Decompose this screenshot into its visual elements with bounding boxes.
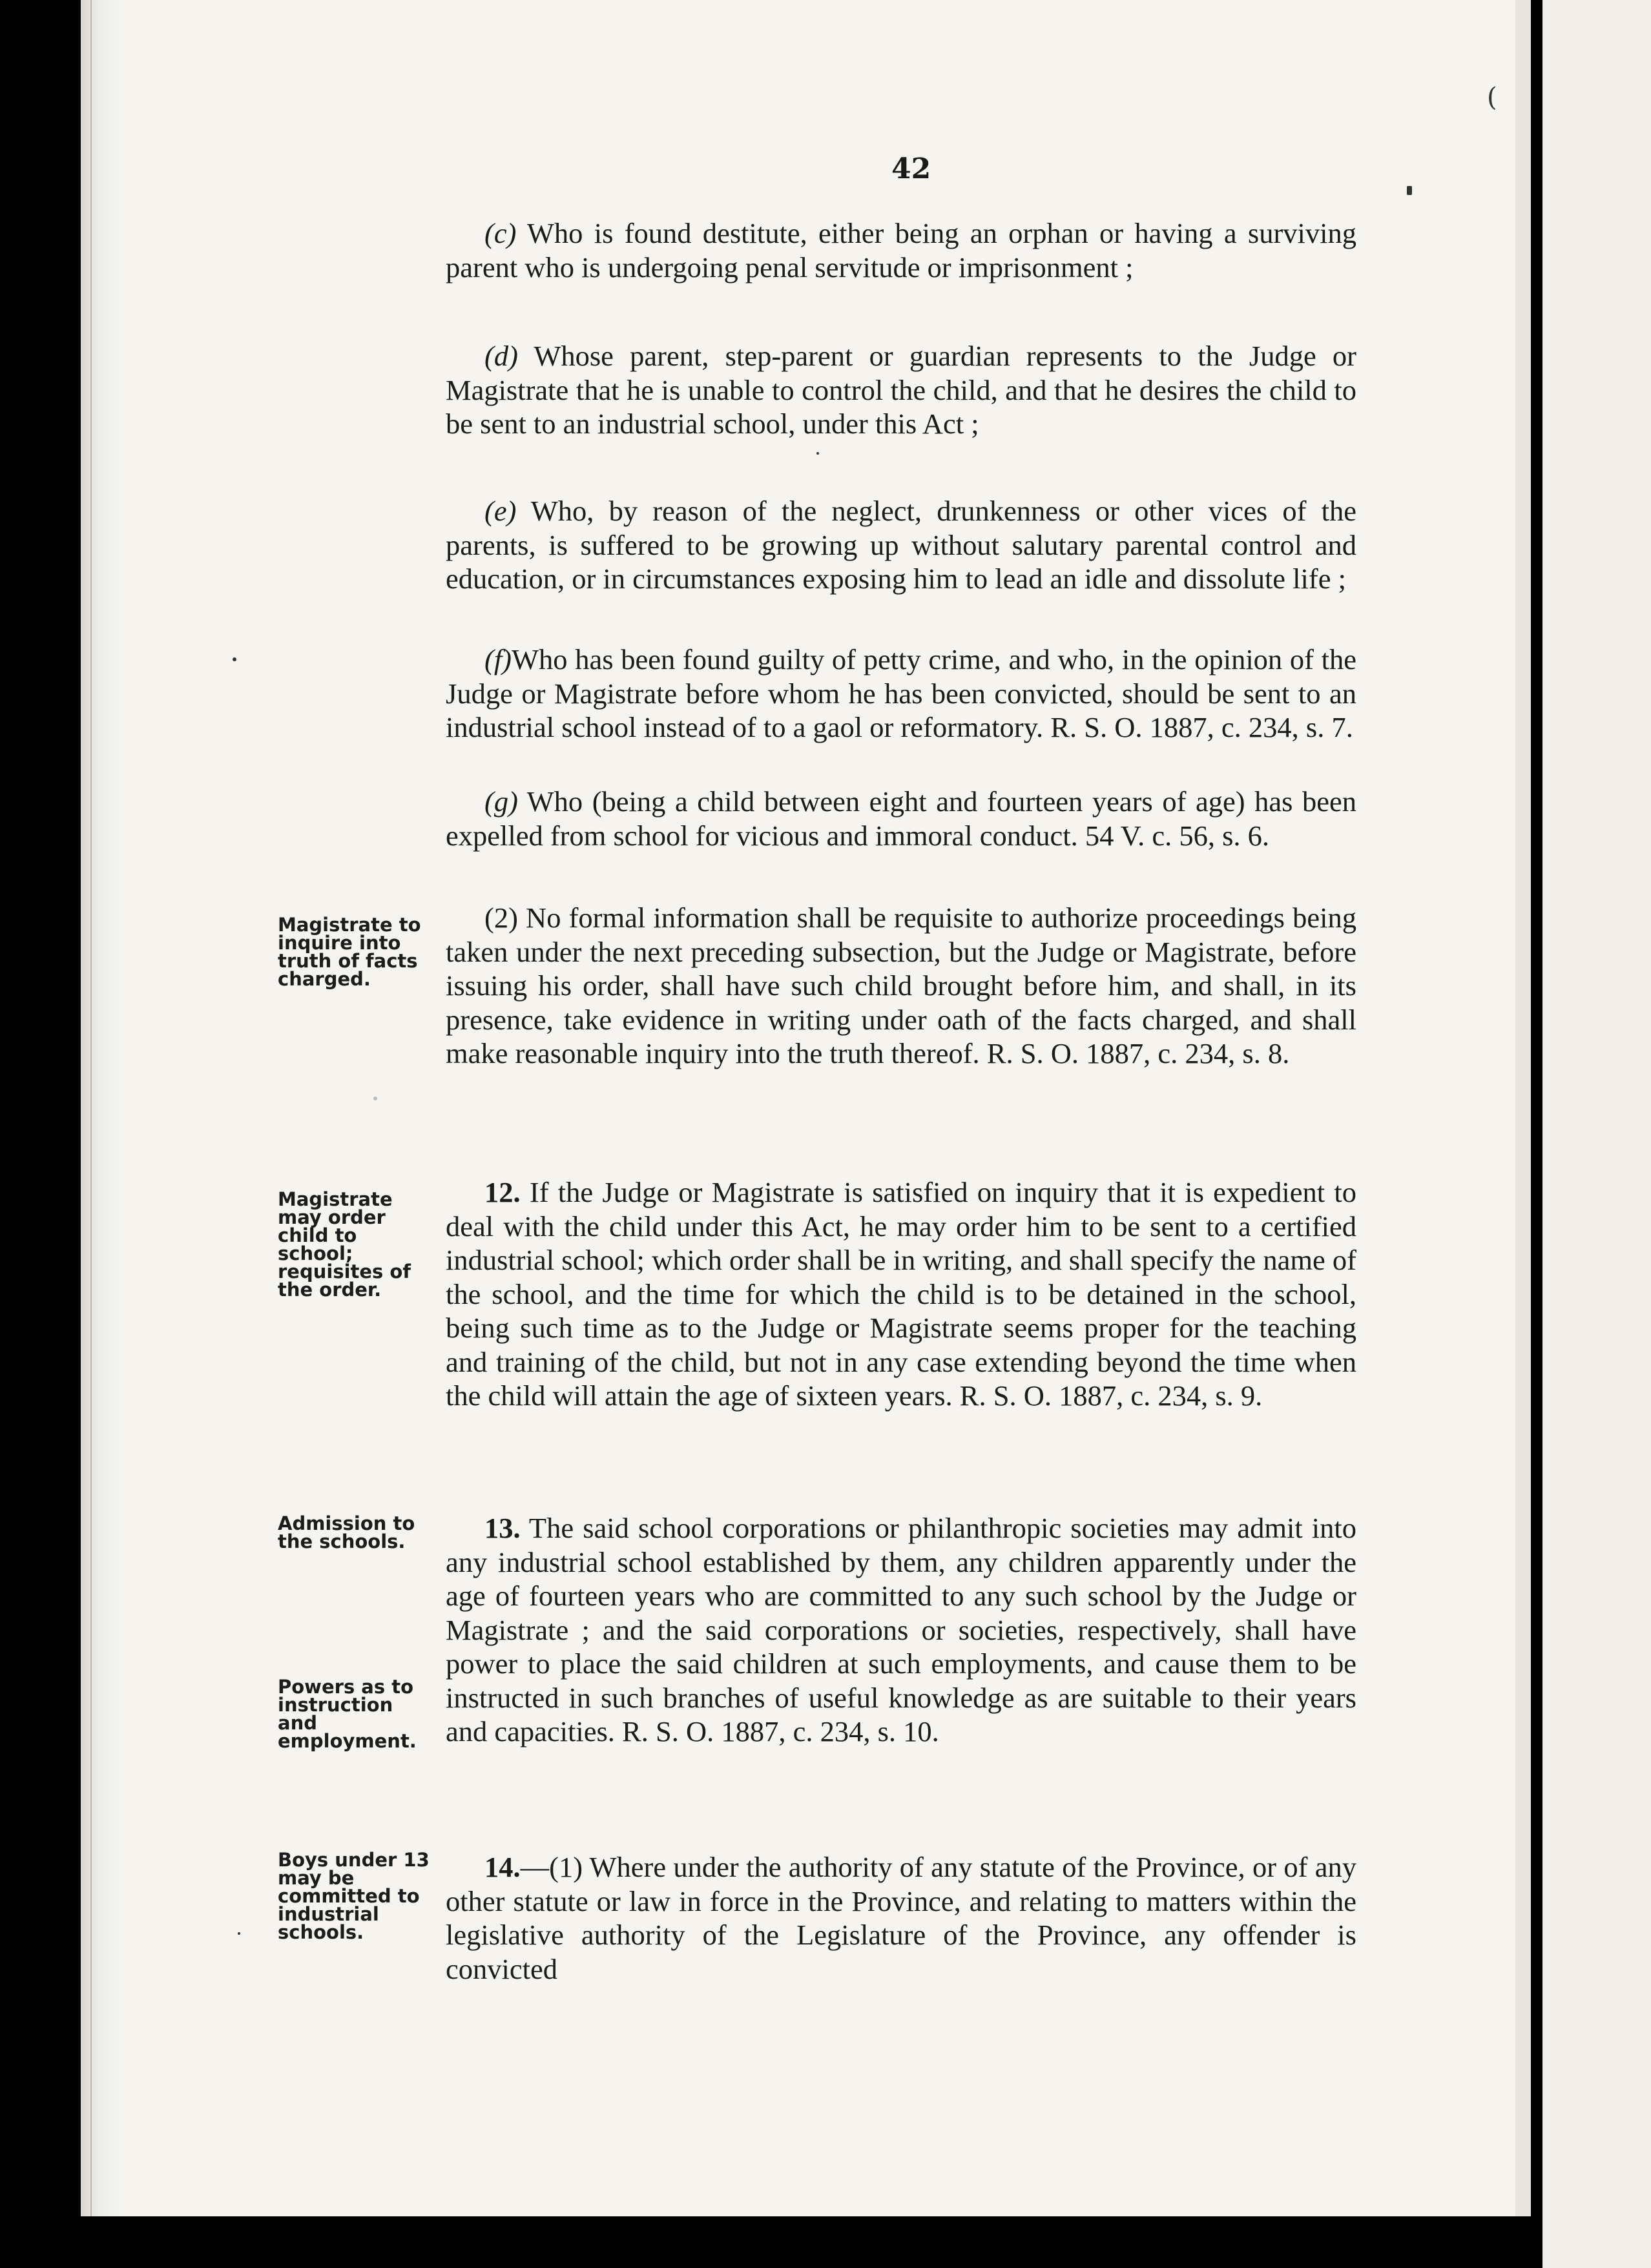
- margin-note: Admission to the schools.: [278, 1512, 415, 1552]
- adjacent-page-mark: (: [1487, 83, 1497, 112]
- scan-speck: [233, 657, 236, 661]
- paragraph-d: [446, 339, 1356, 441]
- paragraph-label: (c): [484, 217, 517, 249]
- paragraph-text: No formal information shall be requisite to authorize proceedings being taken under the next preceding subsection, but the Judge or Magistrate, before issuing his order, shall have such child brought before him, and shall, in its presence, take evidence in writing under oath of the facts charged, and shall make reasonable inquiry into the truth thereof. R. S. O. 1887, c. 234, s. 8.: [446, 902, 1356, 1069]
- scan-border: [0, 2216, 1531, 2268]
- margin-note: Magistrate to inquire into truth of facts charged.: [278, 914, 421, 990]
- paragraph-text: The said school corporations or philanthropic societies may admit into any industrial school established by them, any children apparently under the age of fourteen years who are committed to any such school by the Judge or Magistrate ; and the said corporations or societies, respectively, shall have power to place the said children at such employments, and cause them to be instructed in such branches of useful knowledge as are suitable to their years and capacities. R. S. O. 1887, c. 234, s. 10.: [446, 1512, 1356, 1747]
- paragraph-e: [446, 494, 1356, 596]
- paragraph-label: (g): [484, 785, 518, 818]
- scan-speck: [816, 452, 819, 455]
- page-number: 42: [891, 152, 931, 185]
- adjacent-page: [1542, 0, 1651, 2268]
- paragraph-label: (2): [484, 902, 518, 934]
- paragraph-g: [446, 785, 1356, 852]
- scan-speck: [373, 1097, 377, 1100]
- margin-note: Magistrate may order child to school; requisites of the order.: [278, 1188, 411, 1301]
- paragraph-label: (d): [484, 340, 518, 372]
- margin-note: Powers as to instruction and employment.: [278, 1676, 417, 1752]
- paragraph-c: [446, 216, 1356, 284]
- section-12: [446, 1175, 1356, 1413]
- paragraph-text: Who, by reason of the neglect, drunkenness or other vices of the parents, is suffered to be growing up without salutary parental control and education, or in circumstances exposing him to lead an idle and dissolute life ;: [446, 495, 1356, 595]
- section-number: 13.: [484, 1512, 521, 1544]
- paragraph-text: Whose parent, step-parent or guardian represents to the Judge or Magistrate that he is unable to control the child, and that he desires the child to be sent to an industrial school, under this Act ;: [446, 340, 1356, 440]
- section-13: [446, 1511, 1356, 1749]
- paragraph-text: —(1) Where under the authority of any statute of the Province, or of any other statute or law in force in the Province, and relating to matters within the legislative authority of the Legislature of the Province, any offender is convicted: [446, 1851, 1356, 1985]
- paragraph-text: Who has been found guilty of petty crime, and who, in the opinion of the Judge or Magistrate before whom he has been convicted, should be sent to an industrial school instead of to a gaol or reformatory. R. S. O. 1887, c. 234, s. 7.: [446, 643, 1356, 743]
- section-number: 12.: [484, 1176, 521, 1208]
- section-14: [446, 1850, 1356, 1986]
- paragraph-text: Who is found destitute, either being an orphan or having a surviving parent who is undergoing penal servitude or imprisonment ;: [446, 217, 1356, 284]
- subsection-2: [446, 901, 1356, 1071]
- page-binding-shadow: [81, 0, 119, 2216]
- scan-speck: [238, 1932, 240, 1935]
- margin-note: Boys under 13 may be committed to industrial schools.: [278, 1849, 430, 1943]
- paragraph-f: [446, 643, 1356, 745]
- page-right-edge: [1515, 0, 1531, 2216]
- page-gap: [1531, 0, 1542, 2268]
- scan-speck: [1407, 186, 1412, 195]
- paragraph-text: Who (being a child between eight and fourteen years of age) has been expelled from school for vicious and immoral conduct. 54 V. c. 56, s. 6.: [446, 785, 1356, 852]
- paragraph-label: (e): [484, 495, 517, 527]
- paragraph-text: If the Judge or Magistrate is satisfied on inquiry that it is expedient to deal with the child under this Act, he may order him to be sent to a certified industrial school; which order shall be in writing, and shall specify the name of the school, and the time for which the child is to be detained in the school, being such time as to the Judge or Magistrate seems proper for the teaching and training of the child, but not in any case extending beyond the time when the child will attain the age of sixteen years. R. S. O. 1887, c. 234, s. 9.: [446, 1176, 1356, 1412]
- section-number: 14.: [484, 1851, 521, 1883]
- paragraph-label: (f): [484, 643, 512, 675]
- page-binding-line: [90, 0, 92, 2216]
